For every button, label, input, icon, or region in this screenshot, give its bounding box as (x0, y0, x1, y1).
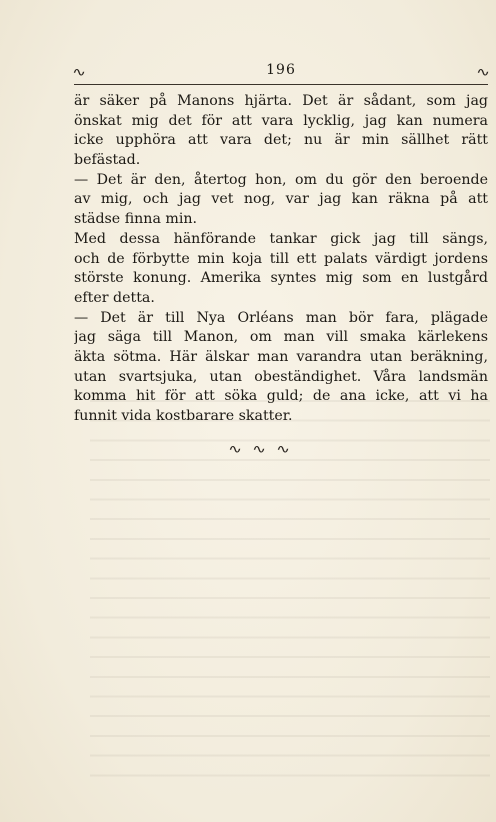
text-line: städse finna min. (74, 211, 198, 228)
text-line: komma hit för att söka guld; de ana icke, att vi ha (74, 388, 488, 405)
header-ornament-left-icon: ∿ (71, 65, 87, 79)
page-number: 196 (266, 62, 296, 78)
text-line: utan svartsjuka, utan obeständighet. Våra landsmän (74, 368, 488, 385)
text-line: av mig, och jag vet nog, var jag kan räkna på att (74, 191, 488, 208)
page-header (71, 60, 491, 84)
header-rule (74, 84, 488, 85)
end-ornament-icon: ∿ (252, 442, 267, 456)
text-line: — Det är den, återtog hon, om du gör den beroende (74, 171, 488, 188)
text-line: är säker på Manons hjärta. Det är sådant, som jag (74, 93, 488, 109)
text-line: icke upphöra att vara det; nu är min sällhet rätt (74, 132, 488, 149)
section-end-ornaments (227, 442, 330, 456)
text-line: störste konung. Amerika syntes mig som en lustgård (74, 270, 488, 287)
text-line: befästad. (74, 152, 141, 169)
body-text (74, 92, 488, 427)
text-line: efter detta. (74, 289, 155, 306)
end-ornament-icon: ∿ (227, 442, 243, 456)
text-line: Med dessa hänförande tankar gick jag till sängs, (74, 230, 488, 247)
text-line: — Det är till Nya Orléans man bör fara, plägade (74, 309, 488, 326)
header-ornament-right-icon: ∿ (475, 65, 491, 79)
text-line: funnit vida kostbarare skatter. (74, 408, 293, 424)
text-line: och de förbytte min koja till ett palats värdigt jordens (74, 250, 488, 267)
text-line: äkta sötma. Här älskar man varandra utan beräkning, (74, 348, 488, 365)
end-ornament-icon: ∿ (276, 442, 291, 456)
text-line: jag säga till Manon, om man vill smaka kärlekens (74, 329, 488, 346)
text-line: önskat mig det för att vara lycklig, jag kan numera (74, 112, 488, 129)
